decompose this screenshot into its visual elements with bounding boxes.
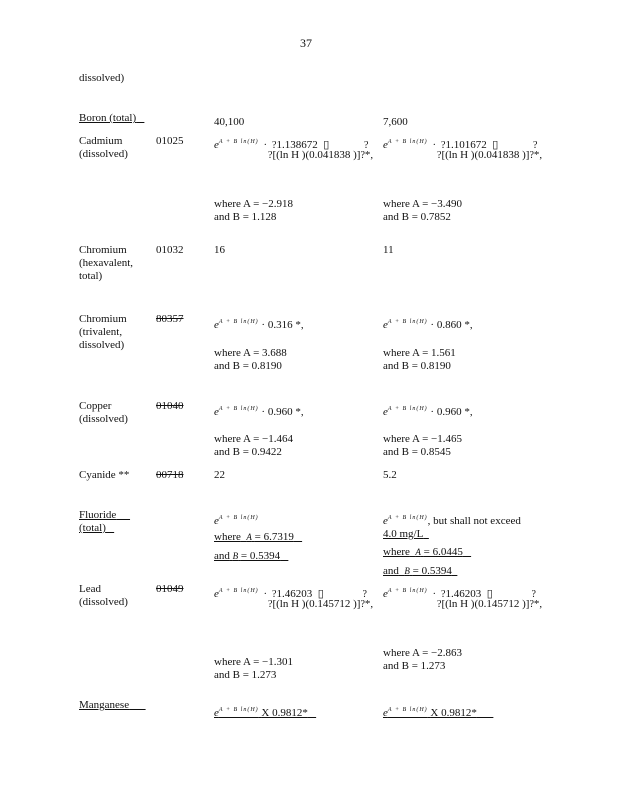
cadmium-formula-2: $e^{A + B ln(H)}$ · ?1.101672 ▯ ? [383,139,538,151]
manganese-formula-2: $e^{A + B ln(H)}$ X 0.9812* [383,707,477,719]
fluoride-name: Fluoride (total) [79,509,117,534]
lead-name: Lead (dissolved) [79,583,128,608]
boron-name: Boron (total) [79,112,137,124]
cyanide-value-1: 22 [214,469,225,481]
cyanide-code: 00718 [156,469,184,481]
lead-formula-2: $e^{A + B ln(H)}$ · ?1.46203 ▯ ? [383,588,536,600]
fluoride-where-a-1: where A = 6.7319 [214,531,294,543]
chromium-tri-name: Chromium (trivalent, dissolved) [79,313,127,351]
cyanide-name: Cyanide ** [79,469,130,481]
cadmium-formula-1: $e^{A + B ln(H)}$ · ?1.138672 ▯ ? [214,139,369,151]
chromium-tri-where-1: where A = 3.688 and B = 0.8190 [214,347,287,372]
lead-formula-1-log: ?[(ln H )(0.145712 )]?*, [268,598,374,610]
lead-where-1: where A = −1.301 and B = 1.273 [214,656,294,681]
chromium-tri-where-2: where A = 1.561 and B = 0.8190 [383,347,456,372]
boron-value-2: 7,600 [383,116,408,128]
cadmium-formula-1-log: ?[(ln H )(0.041838 )]?*, [268,149,374,161]
copper-name: Copper (dissolved) [79,400,128,425]
fluoride-where-b-2: and B = 0.5394 [383,565,452,577]
chromium-hex-code: 01032 [156,244,184,256]
fluoride-formula-1: $e^{A + B ln(H)}$ [214,515,259,527]
chromium-hex-value-1: 16 [214,244,225,256]
chromium-tri-formula-1: $e^{A + B ln(H)} \cdot 0.316$ *, [214,319,304,331]
copper-code: 01040 [156,400,184,412]
copper-formula-1: $e^{A + B ln(H)} \cdot 0.960$ *, [214,406,304,418]
fluoride-where-b-1: and B = 0.5394 [214,550,281,562]
continued-text: dissolved) [79,72,125,84]
cadmium-where-1: where A = −2.918 and B = 1.128 [214,198,294,223]
copper-formula-2: $e^{A + B ln(H)} \cdot 0.960$ *, [383,406,473,418]
page-number: 37 [300,36,312,50]
cadmium-where-2: where A = −3.490 and B = 0.7852 [383,198,463,223]
copper-where-1: where A = −1.464 and B = 0.9422 [214,433,294,458]
copper-where-2: where A = −1.465 and B = 0.8545 [383,433,463,458]
lead-where-2: where A = −2.863 and B = 1.273 [383,647,463,672]
cadmium-formula-2-log: ?[(ln H )(0.041838 )]?*, [437,149,543,161]
lead-formula-1: $e^{A + B ln(H)}$ · ?1.46203 ▯ ? [214,588,367,600]
lead-formula-2-log: ?[(ln H )(0.145712 )]?*, [437,598,543,610]
fluoride-where-a-2: where A = 6.0445 [383,546,463,558]
manganese-formula-1: $e^{A + B ln(H)}$ X 0.9812* [214,707,308,719]
boron-value-1: 40,100 [214,116,245,128]
cadmium-code: 01025 [156,135,184,147]
chromium-hex-name: Chromium (hexavalent, total) [79,244,134,282]
cadmium-name: Cadmium (dissolved) [79,135,128,160]
fluoride-limit-2: 4.0 mg/L [383,528,424,540]
chromium-tri-formula-2: $e^{A + B ln(H)} \cdot 0.860$ *, [383,319,473,331]
lead-code: 01049 [156,583,184,595]
chromium-tri-code: 80357 [156,313,184,325]
fluoride-formula-2: $e^{A + B ln(H)}$, but shall not exceed [383,515,521,527]
cyanide-value-2: 5.2 [383,469,397,481]
manganese-name: Manganese [79,699,130,711]
chromium-hex-value-2: 11 [383,244,394,256]
